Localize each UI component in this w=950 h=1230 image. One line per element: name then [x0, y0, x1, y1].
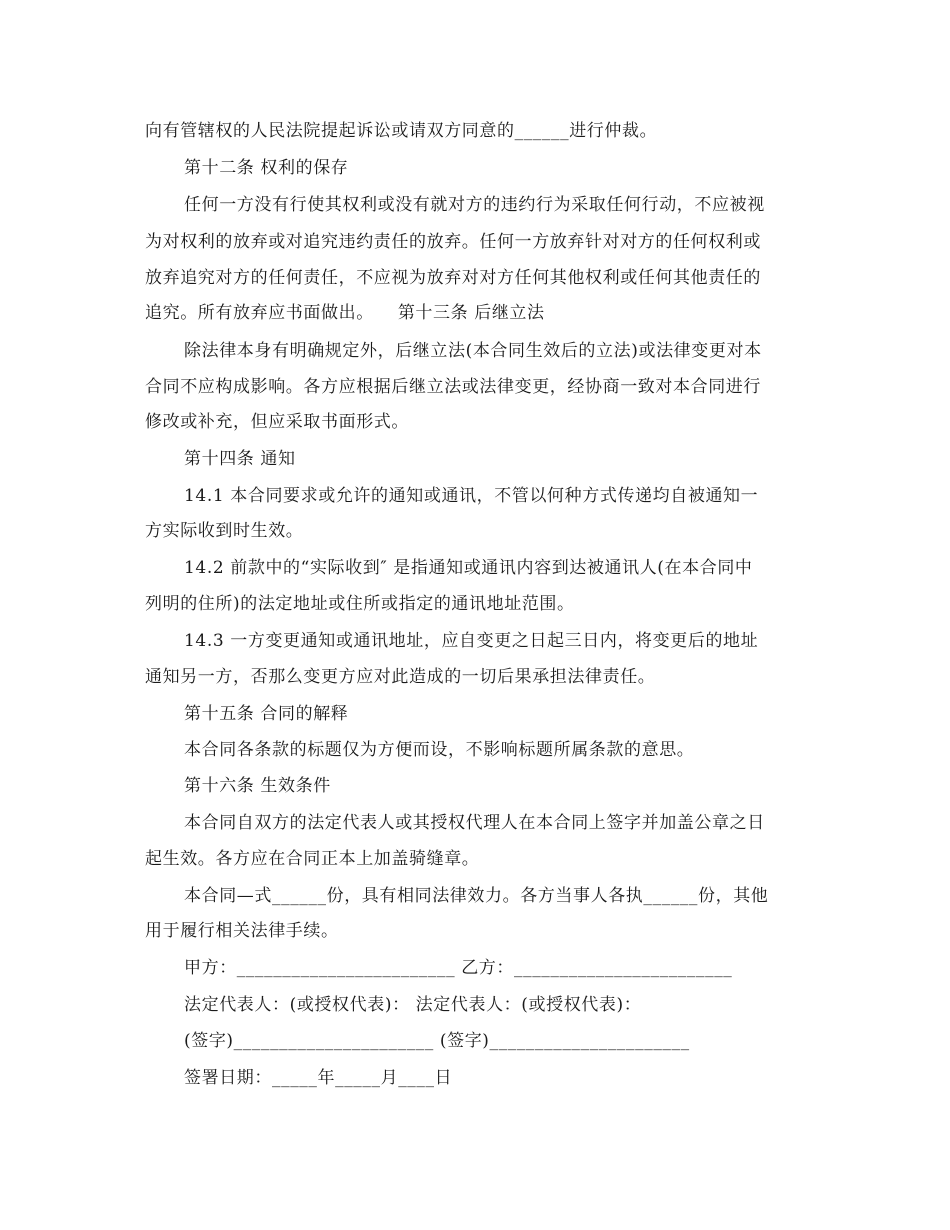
text-line: 向有管辖权的人民法院提起诉讼或请双方同意的______进行仲裁。	[145, 121, 658, 141]
text-line: 本合同各条款的标题仅为方便而设，不影响标题所属条款的意思。	[184, 740, 695, 760]
section-heading: 第十五条 合同的解释	[184, 704, 349, 724]
section-heading: 第十四条 通知	[184, 449, 296, 469]
section-heading: 第十六条 生效条件	[184, 776, 331, 796]
text-line: 起生效。各方应在合同正本上加盖骑缝章。	[145, 849, 480, 869]
section-heading: 第十二条 权利的保存	[184, 158, 349, 178]
text-line: 列明的住所)的法定地址或住所或指定的通讯地址范围。	[145, 594, 575, 614]
text-line: 方实际收到时生效。	[145, 521, 304, 541]
signature-party-line: 甲方：________________________ 乙方：________________________	[184, 958, 733, 978]
text-line: 本合同自双方的法定代表人或其授权代理人在本合同上签字并加盖公章之日	[184, 813, 765, 833]
text-line: 为对权利的放弃或对追究违约责任的放弃。任何一方放弃针对对方的任何权利或	[145, 232, 761, 252]
text-line: 除法律本身有明确规定外，后继立法(本合同生效后的立法)或法律变更对本	[184, 341, 762, 361]
signature-representative-line: 法定代表人：(或授权代表)： 法定代表人：(或授权代表)：	[184, 995, 642, 1015]
text-line: 任何一方没有行使其权利或没有就对方的违约行为采取任何行动，不应被视	[184, 195, 765, 215]
text-line: 通知另一方，否那么变更方应对此造成的一切后果承担法律责任。	[145, 667, 656, 687]
text-line: 修改或补充，但应采取书面形式。	[145, 412, 409, 432]
signature-sign-line: (签字)______________________ (签字)______________________	[184, 1031, 690, 1051]
text-line: 用于履行相关法律手续。	[145, 921, 339, 941]
text-line: 14.3 一方变更通知或通讯地址，应自变更之日起三日内，将变更后的地址	[184, 631, 759, 651]
text-line: 本合同—式______份，具有相同法律效力。各方当事人各执______份，其他	[184, 886, 769, 906]
text-line: 放弃追究对方的任何责任，不应视为放弃对对方任何其他权利或任何其他责任的	[145, 268, 761, 288]
text-line: 14.1 本合同要求或允许的通知或通讯，不管以何种方式传递均自被通知一	[184, 486, 759, 506]
text-line: 追究。所有放弃应书面做出。 第十三条 后继立法	[145, 303, 545, 323]
text-line: 合同不应构成影响。各方应根据后继立法或法律变更，经协商一致对本合同进行	[145, 377, 761, 397]
text-line: 14.2 前款中的“实际收到″ 是指通知或通讯内容到达被通讯人(在本合同中	[184, 558, 753, 578]
signature-date-line: 签署日期：_____年_____月____日	[184, 1068, 453, 1088]
